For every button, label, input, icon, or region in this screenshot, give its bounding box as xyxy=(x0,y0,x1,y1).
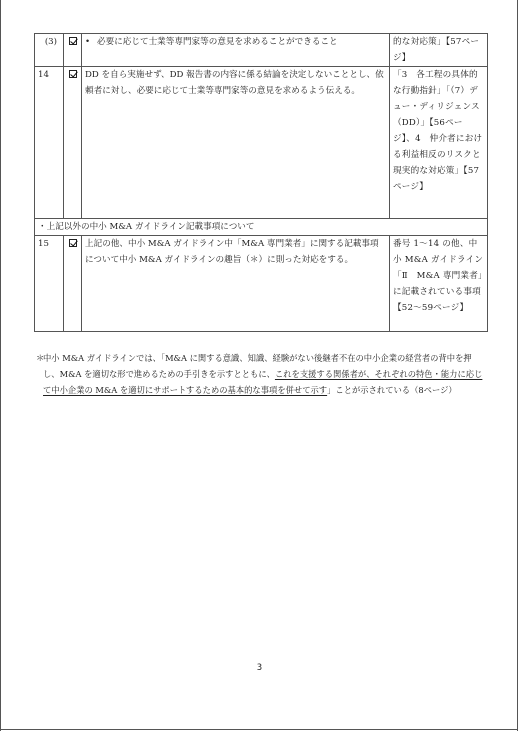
checkbox-checked-icon xyxy=(69,70,77,78)
checkbox-checked-icon xyxy=(69,37,77,45)
row-reference: 「3 各工程の具体的な行動指針」「（7）デュー・ディリジェンス（DD）」【56ページ】、4 仲介者における利益相反のリスクと現実的な対応策」【57ページ】 xyxy=(390,67,488,219)
row-body xyxy=(82,34,390,67)
checkbox[interactable] xyxy=(64,67,82,219)
page-border-left xyxy=(0,0,1,731)
footnote xyxy=(36,350,487,398)
table-row xyxy=(35,67,488,219)
row-number: 14 xyxy=(35,67,64,219)
page-border-right xyxy=(517,0,518,731)
row-body-text: DD を自ら実施せず、DD 報告書の内容に係る結論を決定しないこととし、依頼者に対し、必要に応じて士業等専門家等の意見を求めるよう伝える。 xyxy=(82,67,390,219)
bullet-icon: • xyxy=(85,37,91,47)
checkbox-checked-icon xyxy=(69,239,77,247)
checkbox[interactable] xyxy=(64,236,82,332)
page-number: 3 xyxy=(256,663,263,673)
section-header: ・上記以外の中小 M&A ガイドライン記載事項について xyxy=(35,219,488,236)
checkbox[interactable] xyxy=(64,34,82,67)
row-body-text: 上記の他、中小 M&A ガイドライン中「M&A 専門業者」に関する記載事項について中小 M&A ガイドラインの趣旨（＊）に則った対応をする。 xyxy=(82,236,390,332)
row-reference: 番号 1～14 の他、中小 M&A ガイドライン「Ⅱ M&A 専門業者」に記載されている事項【52～59ページ】 xyxy=(390,236,488,332)
row-number: (3) xyxy=(35,34,64,67)
table-row xyxy=(35,236,488,332)
footnote-text-end: 」ことが示されている（8ページ） xyxy=(327,385,457,395)
requirements-table xyxy=(34,33,488,332)
row-reference: 的な対応策」【57ページ】 xyxy=(390,34,488,67)
page-border-bottom xyxy=(0,729,518,730)
footnote-text: 中小 M&A ガイドラインでは、「M&A に関する意識、知識、経験がない後継者不在の中小企業の経営者の背中を押し、M&A を適切な形で進めるための手引きを示すとともに、 xyxy=(43,353,472,379)
section-header-row xyxy=(35,219,488,236)
row-body-text: 必要に応じて士業等専門家等の意見を求めることができること xyxy=(97,37,338,47)
footnote-mark: ＊ xyxy=(36,353,45,363)
table-row xyxy=(35,34,488,67)
row-number: 15 xyxy=(35,236,64,332)
footnote-underlined-text: これを支援する関係者が、それぞれの特色・能力に応じて中小企業の M&A を適切にサポートするための基本的な事項を併せて示す xyxy=(43,369,483,395)
